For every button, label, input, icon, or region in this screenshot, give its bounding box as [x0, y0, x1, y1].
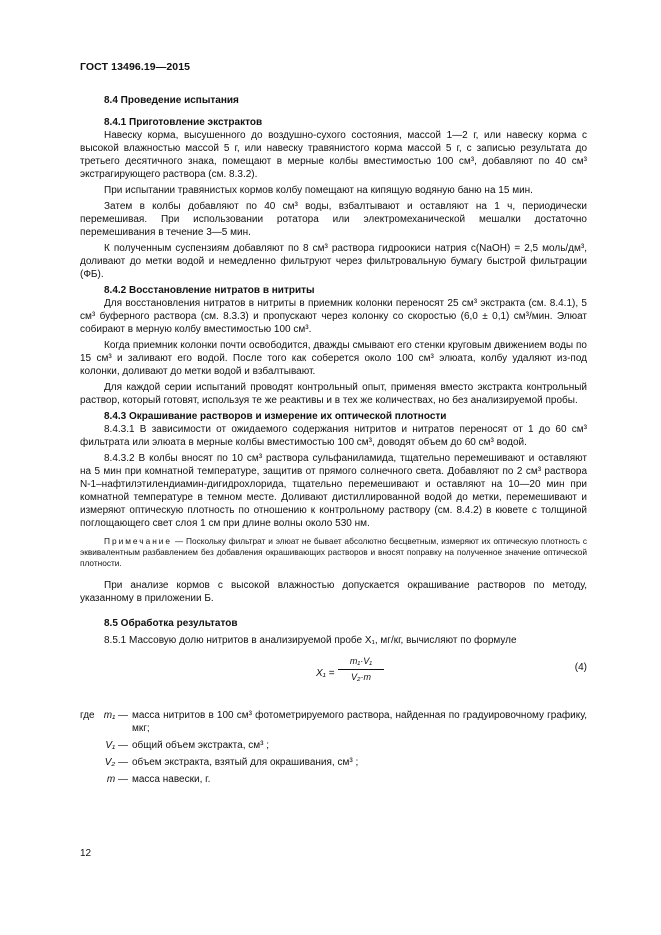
section-heading: 8.4 Проведение испытания [104, 95, 239, 106]
definition-symbol: m — [106, 774, 128, 785]
definition-symbol: V₂ — [104, 757, 128, 768]
note-label: Примечание [104, 536, 173, 546]
definition-text: объем экстракта, взятый для окрашивания, см³ ; [132, 757, 359, 768]
subsection-heading: 8.4.3 Окрашивание растворов и измерение их оптической плотности [104, 411, 447, 422]
document-body [80, 92, 587, 790]
subsection-heading: 8.4.1 Приготовление экстрактов [104, 117, 263, 128]
formula [80, 653, 587, 705]
paragraph: 8.4.3.1 В зависимости от ожидаемого содержания нитритов и нитратов переносят от 1 до 60 см³ фильтрата или элюата в мерные колбы вместимостью 100 см³, доводят объем до 60 см³ водой. [80, 424, 587, 448]
formula-denominator: V₂·m [351, 672, 371, 682]
definition-lead: где [80, 710, 95, 721]
page-number: 12 [80, 848, 92, 859]
definition-symbol: V₁ — [105, 740, 128, 751]
paragraph: 8.4.3.2 В колбы вносят по 10 см³ раствора сульфаниламида, тщательно перемешивают и оставляют на 5 мин при комнатной температуре, защитив от прямого солнечного света. Добавляют по 2 см³ раствора N-1–нафтилэтилендиамин-дигидрохлорида, тщательно перемешивают и оставляют на 10—20 мин при комнатной температуре в темном месте. Доливают дистиллированной водой до метки, перемешивают и измеряют оптическую плотность по отношению к контрольному раствору (см. 8.4.2) в кювете с толщиной поглощающего свет слоя 1 см при длине волны около 530 нм. [80, 453, 587, 529]
paragraph: 8.5.1 Массовую долю нитритов в анализируемой пробе X₁, мг/кг, вычисляют по формуле [104, 635, 517, 646]
definition-text: общий объем экстракта, см³ ; [132, 740, 270, 751]
formula-fraction [338, 655, 384, 684]
formula-numerator: m₁·V₁ [338, 655, 384, 670]
note-text: — Поскольку фильтрат и элюат не бывает абсолютно бесцветным, измеряют их оптическую плотность с эквивалентным разбавлением без добавления окрашивающих растворов и вносят поправку на полученное значение оптической плотности. [80, 536, 587, 568]
definitions-list [80, 709, 587, 786]
paragraph: При испытании травянистых кормов колбу помещают на кипящую водяную баню на 15 мин. [104, 185, 533, 196]
definition-text: масса нитритов в 100 см³ фотометрируемого раствора, найденная по градуировочному графику, мкг; [132, 710, 587, 734]
subsection-heading: 8.4.2 Восстановление нитратов в нитриты [104, 285, 315, 296]
formula-number: (4) [574, 662, 587, 673]
definition-item [80, 756, 587, 769]
section-heading: 8.5 Обработка результатов [104, 618, 238, 629]
definition-item [80, 739, 587, 752]
paragraph: Навеску корма, высушенного до воздушно-сухого состояния, массой 1—2 г, или навеску корма с высокой влажностью массой 5 г, или навеску травянистого корма массой 5 г, с записью результата до третьего десятичного знака, помещают в мерные колбы вместимостью 100 см³, добавляют по 40 см³ экстрагирующего раствора (см. 8.3.2). [80, 130, 587, 180]
definition-item [80, 773, 587, 786]
paragraph: Для каждой серии испытаний проводят контрольный опыт, применяя вместо экстракта контрольный раствор, который готовят, используя те же реактивы и в тех же количествах, но без анализируемой пробы. [80, 382, 587, 406]
document-header: ГОСТ 13496.19—2015 [80, 61, 191, 73]
paragraph: Для восстановления нитратов в нитриты в приемник колонки переносят 25 см³ экстракта (см. 8.4.1), 5 см³ буферного раствора (см. 8.3.3) и пропускают через колонку со скоростью (6,0 ± 0,1) см³/мин. Элюат собирают в мерную колбу вместимостью 100 см³. [80, 298, 587, 335]
note [80, 536, 587, 569]
paragraph: К полученным суспензиям добавляют по 8 см³ раствора гидроокиси натрия c(NaOH) = 2,5 моль/дм³, доливают до метки водой и немедленно фильтруют через фильтровальную бумагу быстрой фильтрации (ФБ). [80, 243, 587, 280]
definition-item [80, 709, 587, 735]
definition-text: масса навески, г. [132, 774, 211, 785]
formula-lhs: X₁ = [316, 668, 335, 679]
paragraph: При анализе кормов с высокой влажностью допускается окрашивание растворов по методу, указанному в приложении Б. [80, 580, 587, 604]
paragraph: Когда приемник колонки почти освободится, дважды смывают его стенки круговым движением воды по 15 см³ и заливают его водой. После того как соберется около 100 см³ элюата, колбу удаляют из-под колонки, доливают до метки водой и взбалтывают. [80, 340, 587, 377]
paragraph: Затем в колбы добавляют по 40 см³ воды, взбалтывают и оставляют на 1 ч, периодически перемешивая. При использовании ротатора или электромеханической мешалки достаточно перемешивания в течение 3—5 мин. [80, 201, 587, 238]
definition-symbol: m₁ — [103, 710, 128, 721]
